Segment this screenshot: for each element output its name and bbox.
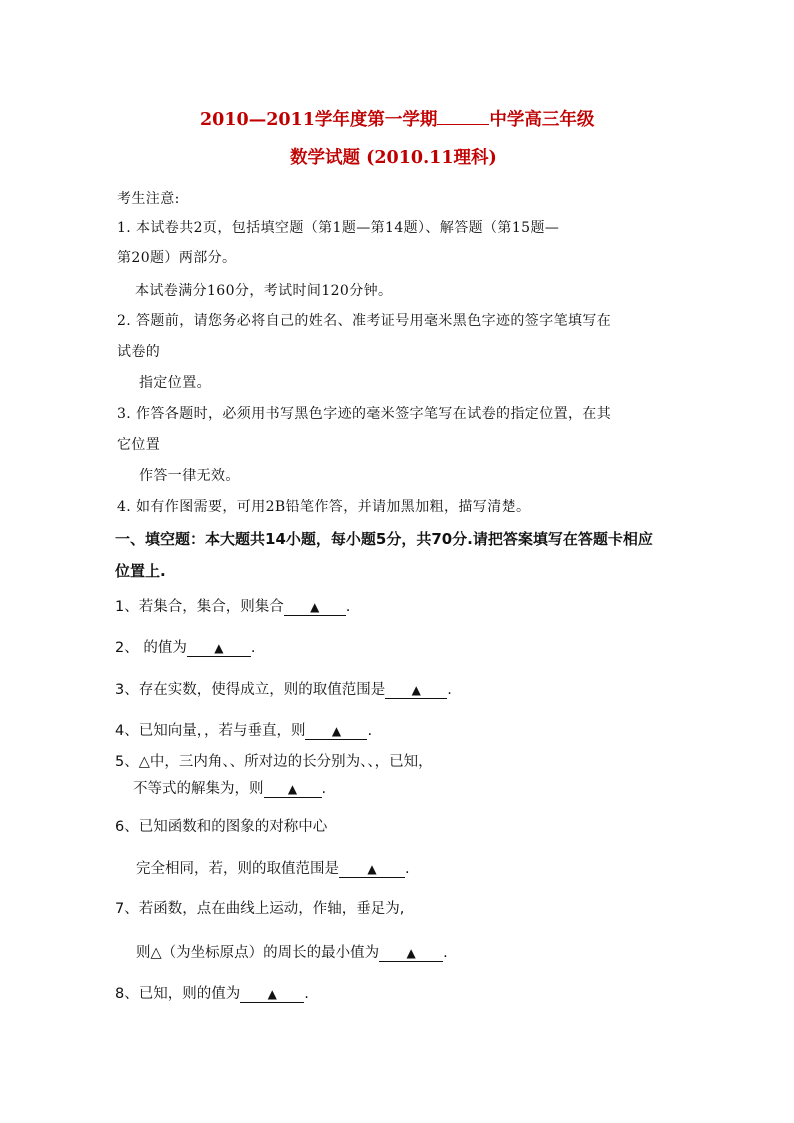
answer-blank-5[interactable] [264, 781, 322, 798]
school-name-blank [437, 109, 489, 125]
question-1 [115, 599, 350, 616]
question-6-text: 完全相同，若，则的取值范围是 [136, 861, 339, 877]
triangle-icon: ▲ [287, 782, 298, 796]
exam-title [200, 109, 594, 130]
answer-blank-6[interactable] [339, 861, 405, 878]
question-7-end: . [443, 945, 448, 961]
triangle-icon: ▲ [267, 987, 277, 1001]
title-part-2: 中学高三年级 [489, 110, 595, 130]
question-5-end: . [321, 781, 327, 797]
note-1-line-2: 第20题）两部分。 [117, 250, 237, 266]
question-5-line-2 [133, 781, 326, 798]
note-4-line-1: 4. 如有作图需要，可用2B铅笔作答，并请加黑加粗，描写清楚。 [117, 499, 531, 515]
note-3-line-1: 3. 作答各题时，必须用书写黑色字迹的毫米签字笔写在试卷的指定位置，在其 [117, 406, 612, 422]
question-6-line-1: 6、已知函数和的图象的对称中心 [115, 819, 328, 835]
title-part-1: 2010—2011学年度第一学期 [200, 110, 438, 130]
note-3-line-3: 作答一律无效。 [139, 468, 240, 484]
question-5-line-1: 5、△中，三内角、、所对边的长分别为、、，已知， [115, 754, 433, 770]
question-7-text: 则△（为坐标原点）的周长的最小值为 [136, 945, 380, 961]
question-2-text: 2、 的值为 [115, 640, 187, 656]
question-6-line-2 [136, 861, 410, 878]
note-2-line-2: 试卷的 [117, 344, 161, 360]
question-3-end: . [447, 682, 452, 698]
triangle-icon: ▲ [367, 862, 377, 876]
note-3-line-2: 它位置 [117, 437, 161, 453]
question-8-end: . [304, 986, 309, 1002]
question-1-end: . [345, 599, 351, 615]
note-1-line-3: 本试卷满分160分，考试时间120分钟。 [135, 283, 393, 299]
note-2-line-3: 指定位置。 [139, 375, 211, 391]
question-1-text: 1、若集合，集合，则集合 [115, 599, 284, 615]
question-4-text: 4、已知向量，，若与垂直，则 [115, 723, 306, 739]
question-3 [115, 682, 452, 699]
answer-blank-2[interactable] [187, 640, 251, 657]
question-3-text: 3、存在实数，使得成立，则的取值范围是 [115, 682, 386, 698]
triangle-icon: ▲ [310, 600, 320, 614]
question-7-line-2 [136, 945, 448, 962]
note-2-line-1: 2. 答题前，请您务必将自己的姓名、准考证号用毫米黑色字迹的签字笔填写在 [117, 313, 612, 329]
answer-blank-4[interactable] [305, 723, 367, 740]
triangle-icon: ▲ [214, 641, 224, 655]
answer-blank-1[interactable] [284, 599, 346, 616]
answer-blank-8[interactable] [240, 986, 304, 1003]
question-4-end: . [367, 723, 373, 739]
answer-blank-7[interactable] [379, 945, 443, 962]
section-1-heading-line-1: 一、填空题：本大题共14小题，每小题5分，共70分.请把答案填写在答题卡相应 [115, 530, 653, 548]
question-8 [115, 986, 309, 1003]
section-1-heading-line-2: 位置上. [115, 562, 166, 580]
triangle-icon: ▲ [406, 946, 416, 960]
question-8-text: 8、已知，则的值为 [115, 986, 241, 1002]
question-7-line-1: 7、若函数，点在曲线上运动，作轴，垂足为, [115, 901, 405, 917]
question-5-text: 不等式的解集为，则 [133, 781, 264, 797]
triangle-icon: ▲ [331, 724, 342, 738]
triangle-icon: ▲ [411, 683, 421, 697]
answer-blank-3[interactable] [385, 682, 447, 699]
question-4 [115, 723, 372, 740]
question-2 [115, 640, 255, 657]
note-1-line-1: 1. 本试卷共2页，包括填空题（第1题—第14题）、解答题（第15题— [117, 220, 560, 236]
question-6-end: . [405, 861, 410, 877]
notes-heading: 考生注意: [117, 191, 180, 207]
exam-subtitle: 数学试题 (2010.11理科) [290, 148, 497, 168]
question-2-end: . [250, 640, 256, 656]
